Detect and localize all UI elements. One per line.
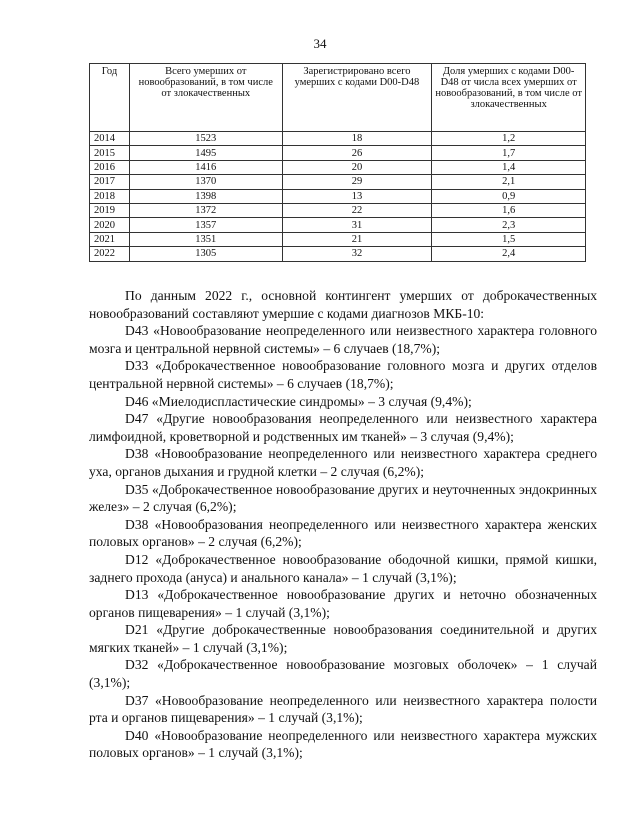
diagnosis-item: D37 «Новообразование неопределенного или неизвестного характера полости рта и органов пищеварения» – 1 случай (3,1%); — [89, 692, 597, 726]
diagnosis-item: D33 «Доброкачественное новообразование головного мозга и других отделов центральной нервной системы» – 6 случаев (18,7%); — [89, 358, 597, 391]
mortality-table — [89, 63, 586, 262]
cell-total-deaths: 1305 — [129, 247, 282, 261]
cell-share: 2,1 — [432, 175, 586, 189]
table-row — [90, 175, 586, 189]
table-row — [90, 232, 586, 246]
header-year: Год — [90, 64, 130, 132]
cell-year: 2017 — [90, 175, 130, 189]
diagnosis-item: D43 «Новообразование неопределенного или неизвестного характера головного мозга и центральной нервной системы» – 6 случаев (18,7%); — [89, 323, 597, 356]
cell-total-deaths: 1398 — [129, 189, 282, 203]
cell-registered: 13 — [282, 189, 432, 203]
table-body — [90, 132, 586, 262]
diagnosis-item: D13 «Доброкачественное новообразование других и неточно обозначенных органов пищеварения» – 1 случай (3,1%); — [89, 587, 597, 620]
cell-year: 2020 — [90, 218, 130, 232]
cell-year: 2015 — [90, 146, 130, 160]
cell-registered: 26 — [282, 146, 432, 160]
diagnosis-item: D46 «Миелодиспластические синдромы» – 3 случая (9,4%); — [125, 393, 472, 409]
table-row — [90, 160, 586, 174]
cell-total-deaths: 1357 — [129, 218, 282, 232]
table-row — [90, 132, 586, 146]
cell-year: 2021 — [90, 232, 130, 246]
cell-share: 0,9 — [432, 189, 586, 203]
header-registered-d00-d48: Зарегистрировано всего умерших с кодами D00-D48 — [282, 64, 432, 132]
cell-share: 1,6 — [432, 203, 586, 217]
cell-total-deaths: 1523 — [129, 132, 282, 146]
cell-registered: 29 — [282, 175, 432, 189]
cell-share: 1,7 — [432, 146, 586, 160]
cell-share: 1,5 — [432, 232, 586, 246]
cell-share: 2,3 — [432, 218, 586, 232]
diagnosis-item: D12 «Доброкачественное новообразование ободочной кишки, прямой кишки, заднего прохода (ануса) и анального канала» – 1 случай (3,1%); — [89, 551, 597, 585]
cell-year: 2018 — [90, 189, 130, 203]
cell-year: 2019 — [90, 203, 130, 217]
page-number: 34 — [313, 36, 327, 51]
header-total-deaths: Всего умерших от новообразований, в том числе от злокачественных — [129, 64, 282, 132]
cell-registered: 18 — [282, 132, 432, 146]
cell-year: 2022 — [90, 247, 130, 261]
intro-paragraph: По данным 2022 г., основной контингент умерших от доброкачественных новообразований составляют умершие с кодами диагнозов МКБ-10: — [89, 288, 597, 321]
header-share-d00-d48: Доля умерших с кодами D00-D48 от числа всех умерших от новообразований, в том числе от злокачественных — [432, 64, 586, 132]
cell-registered: 31 — [282, 218, 432, 232]
cell-registered: 32 — [282, 247, 432, 261]
diagnosis-item: D32 «Доброкачественное новообразование мозговых оболочек» – 1 случай (3,1%); — [89, 657, 597, 691]
table-row — [90, 146, 586, 160]
cell-total-deaths: 1416 — [129, 160, 282, 174]
diagnosis-item: D38 «Новообразование неопределенного или неизвестного характера среднего уха, органов дыхания и грудной клетки – 2 случая (6,2%); — [89, 446, 597, 479]
cell-registered: 20 — [282, 160, 432, 174]
cell-total-deaths: 1372 — [129, 203, 282, 217]
cell-year: 2016 — [90, 160, 130, 174]
cell-share: 1,4 — [432, 160, 586, 174]
cell-registered: 22 — [282, 203, 432, 217]
diagnosis-item: D21 «Другие доброкачественные новообразования соединительной и других мягких тканей» – 1 случай (3,1%); — [89, 622, 597, 655]
cell-registered: 21 — [282, 232, 432, 246]
cell-share: 1,2 — [432, 132, 586, 146]
table-row — [90, 218, 586, 232]
diagnosis-item: D40 «Новообразование неопределенного или неизвестного характера мужских половых органов» – 1 случай (3,1%); — [89, 727, 597, 761]
table-row — [90, 203, 586, 217]
diagnosis-item: D47 «Другие новообразования неопределенного или неизвестного характера лимфоидной, кроветворной и родственных им тканей» – 3 случая (9,4%); — [89, 411, 597, 444]
table-row — [90, 247, 586, 261]
diagnosis-item: D35 «Доброкачественное новообразование других и неуточненных эндокринных желез» – 2 случая (6,2%); — [89, 481, 597, 515]
table-row — [90, 189, 586, 203]
cell-total-deaths: 1495 — [129, 146, 282, 160]
table-header-row — [90, 64, 586, 132]
cell-total-deaths: 1351 — [129, 232, 282, 246]
cell-year: 2014 — [90, 132, 130, 146]
diagnosis-item: D38 «Новообразования неопределенного или неизвестного характера женских половых органов» – 2 случая (6,2%); — [89, 516, 597, 550]
cell-share: 2,4 — [432, 247, 586, 261]
body-text — [89, 287, 597, 762]
cell-total-deaths: 1370 — [129, 175, 282, 189]
